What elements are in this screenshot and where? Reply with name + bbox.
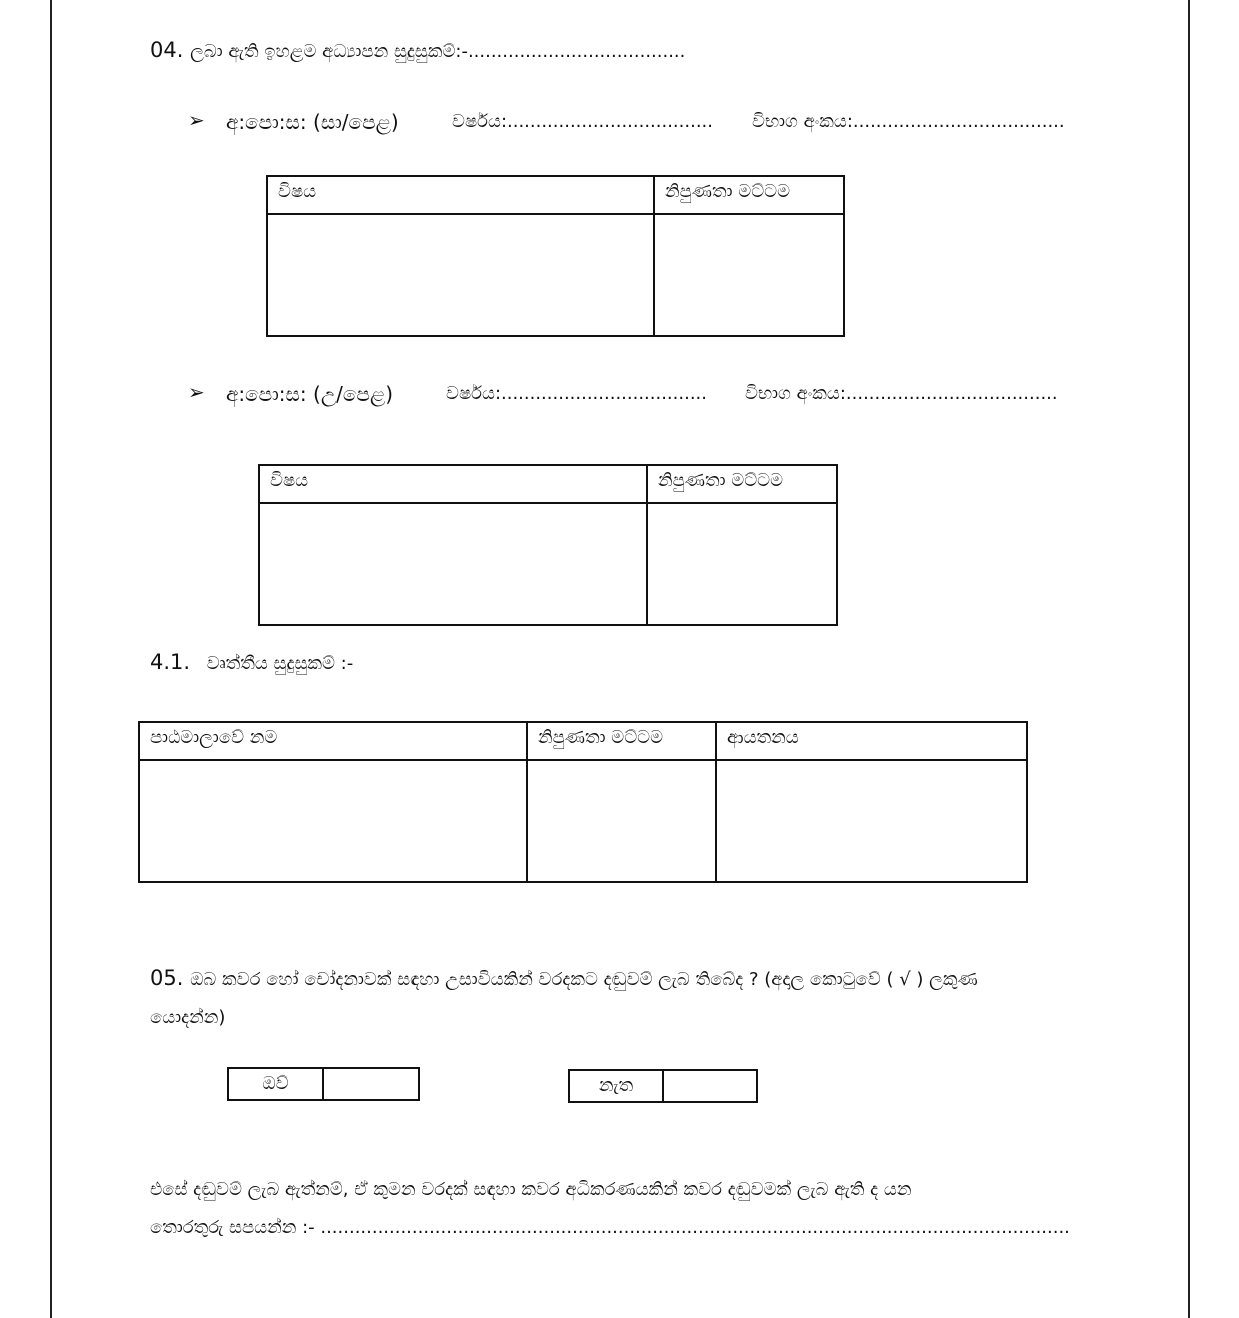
q04-label: ලබා ඇති ඉහළම අධ්‍යාපන සුදුසුකම්:-...................................... (190, 41, 686, 62)
q41-heading (150, 650, 353, 676)
ol-results-table (266, 175, 845, 337)
ol-subject-header: විෂය (267, 176, 654, 214)
al-level-cell[interactable] (647, 503, 837, 625)
institute-header: ආයතනය (716, 722, 1027, 760)
al-subject-cell[interactable] (259, 503, 647, 625)
institute-cell[interactable] (716, 760, 1027, 882)
arrow-bullet-icon: ➢ (188, 108, 205, 132)
yes-option (227, 1067, 420, 1101)
course-name-header: පාඨමාලාවේ නම (139, 722, 527, 760)
q05-text: ඔබ කවර හෝ චෝදනාවක් සඳහා උසාවියකින් වරදකට දඬුවම් ලැබ තිබේද ? (අදාල කොටුවේ ( √ ) ලකුණ (190, 969, 978, 990)
q41-label: වෘත්තීය සුදුසුකම් :- (206, 653, 354, 674)
punishment-details-field[interactable]: තොරතුරු සපයන්න :- ................................................................................................................................... (150, 1217, 1070, 1238)
ol-exam-label: අ:පො:ස: (සා/පෙළ) (226, 110, 399, 134)
q41-number: 4.1. (150, 650, 191, 674)
q05-question-line1 (150, 966, 1188, 992)
left-margin-line (50, 0, 52, 1318)
ol-level-cell[interactable] (654, 214, 844, 336)
al-level-header: නිපුණතා මට්ටම (647, 465, 837, 503)
competency-level-header: නිපුණතා මට්ටම (527, 722, 716, 760)
q05-question-line2: යොදන්න) (150, 1007, 226, 1028)
ol-year-field[interactable]: වර්ෂය:.................................... (452, 111, 713, 132)
q05-number: 05. (150, 966, 184, 990)
al-results-table (258, 464, 838, 626)
professional-qualifications-table (138, 721, 1028, 883)
ol-index-field[interactable]: විභාග අංකය:..................................... (752, 111, 1065, 132)
course-name-cell[interactable] (139, 760, 527, 882)
no-label: නැත (569, 1070, 663, 1102)
yes-checkbox[interactable] (323, 1068, 419, 1100)
right-margin-line (1188, 0, 1190, 1318)
no-option (568, 1069, 758, 1103)
q04-heading (150, 38, 685, 64)
al-index-field[interactable]: විභාග අංකය:..................................... (745, 383, 1058, 404)
al-exam-label: අ:පො:ස: (උ/පෙළ) (226, 382, 394, 406)
yes-label: ඔව් (228, 1068, 323, 1100)
arrow-bullet-icon: ➢ (188, 380, 205, 404)
punishment-details-line1: එසේ දඬුවම් ලැබ ඇත්නම්, ඒ කුමන වරදක් සඳහා කවර අධිකරණයකින් කවර දඬුවමක් ලැබ ඇති ද යන (150, 1179, 912, 1200)
q04-number: 04. (150, 38, 184, 62)
ol-level-header: නිපුණතා මට්ටම (654, 176, 844, 214)
al-subject-header: විෂය (259, 465, 647, 503)
ol-subject-cell[interactable] (267, 214, 654, 336)
al-year-field[interactable]: වර්ෂය:.................................... (446, 383, 707, 404)
no-checkbox[interactable] (663, 1070, 757, 1102)
competency-level-cell[interactable] (527, 760, 716, 882)
